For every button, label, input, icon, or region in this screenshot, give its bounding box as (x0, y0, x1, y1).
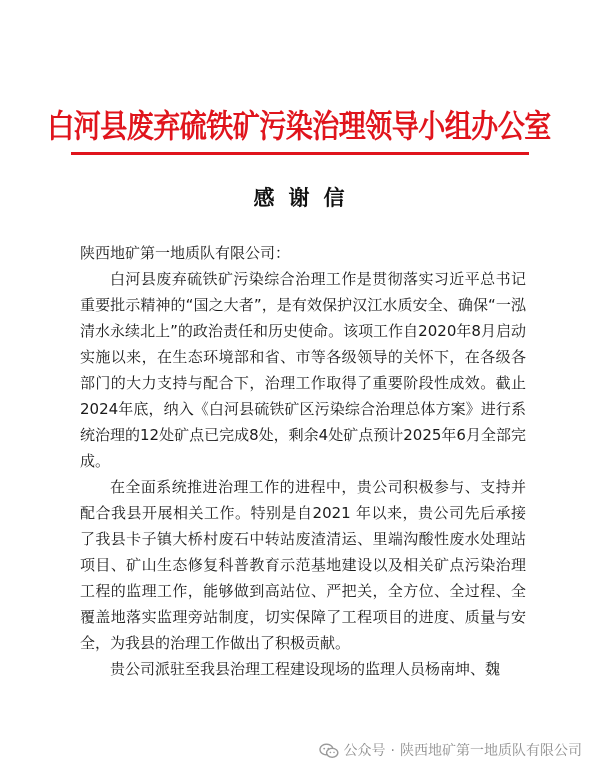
letter-salutation: 陕西地矿第一地质队有限公司： (80, 244, 291, 262)
letterhead-red-rule (71, 152, 529, 155)
letter-body (80, 240, 526, 682)
letter-paragraph-2: 在全面系统推进治理工作的进程中，贵公司积极参与、支持并配合我县开展相关工作。特别是自2021 年以来，贵公司先后承接了我县卡子镇大桥村废石中转站废渣清运、里端沟酸性废水处理站项目、矿山生态修复科普教育示范基地建设以及相关矿点污染治理工程的监理工作，能够做到高站位、严把关，全方位、全过程、全覆盖地落实监理旁站制度，切实保障了工程项目的进度、质量与安全，为我县的治理工作做出了积极贡献。 (80, 478, 526, 652)
watermark-separator: · (390, 743, 395, 759)
watermark-prefix: 公众号 (343, 743, 386, 759)
letter-paragraph-3: 贵公司派驻至我县治理工程建设现场的监理人员杨南坤、魏 (110, 660, 501, 678)
letter-title: 感谢信 (253, 185, 359, 210)
letterhead-org-name: 白河县废弃硫铁矿污染治理领导小组办公室 (47, 108, 551, 146)
watermark-account-name: 陕西地矿第一地质队有限公司 (400, 743, 582, 759)
wechat-icon (319, 743, 339, 759)
letter-paragraph-1: 白河县废弃硫铁矿污染综合治理工作是贯彻落实习近平总书记重要批示精神的“国之大者”，是有效保护汉江水质安全、确保“一泓清水永续北上”的政治责任和历史使命。该项工作自2020年8月启动实施以来，在生态环境部和省、市等各级领导的关怀下，在各级各部门的大力支持与配合下，治理工作取得了重要阶段性成效。截止2024年底，纳入《白河县硫铁矿区污染综合治理总体方案》进行系统治理的12处矿点已完成8处，剩余4处矿点预计2025年6月全部完成。 (80, 270, 526, 470)
wechat-account-watermark (315, 740, 586, 762)
